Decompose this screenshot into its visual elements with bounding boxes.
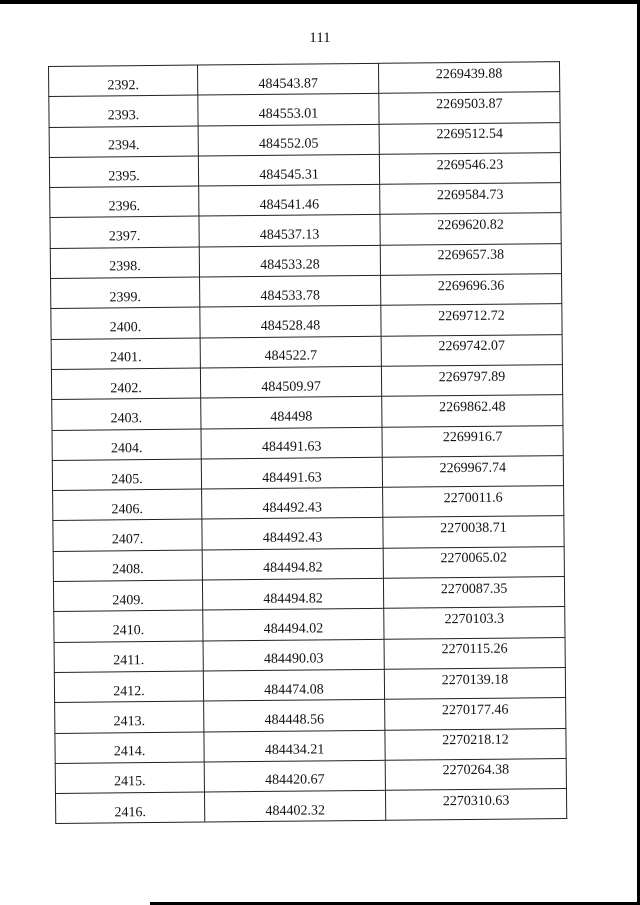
y-coordinate-text: 2269620.82: [437, 217, 504, 234]
x-coordinate-text: 484553.01: [258, 106, 319, 122]
y-coordinate-text: 2269512.54: [436, 126, 503, 143]
point-number-text: 2403.: [110, 411, 143, 427]
y-coordinate-text: 2270087.35: [440, 581, 508, 597]
x-coordinate-cell: [199, 245, 380, 277]
point-number-cell: [49, 65, 198, 97]
point-number-cell: [52, 398, 201, 430]
y-coordinate-cell: [384, 667, 565, 699]
point-number-text: 2414.: [113, 744, 146, 760]
x-coordinate-text: 484474.08: [264, 681, 324, 698]
point-number-text: 2398.: [109, 259, 141, 275]
point-number-cell: [53, 489, 202, 521]
point-number-text: 2404.: [110, 441, 143, 457]
y-coordinate-text: 2270103.3: [444, 611, 505, 628]
point-number-cell: [51, 277, 200, 309]
y-coordinate-text: 2269797.89: [438, 369, 506, 385]
point-number-cell: [50, 186, 199, 218]
point-number-text: 2400.: [109, 320, 142, 336]
point-number-text: 2401.: [109, 350, 142, 366]
x-coordinate-cell: [202, 518, 383, 550]
table-row: [53, 546, 564, 581]
coordinates-table-wrapper: [48, 61, 563, 824]
table-row: [50, 243, 561, 278]
point-number-text: 2410.: [112, 623, 145, 639]
point-number-text: 2411.: [113, 653, 145, 669]
x-coordinate-text: 484533.28: [260, 257, 320, 274]
table-row: [49, 122, 560, 157]
y-coordinate-text: 2270038.71: [440, 520, 507, 537]
y-coordinate-cell: [378, 62, 559, 94]
point-number-cell: [55, 792, 204, 824]
x-coordinate-text: 484522.7: [264, 348, 318, 365]
point-number-cell: [51, 368, 200, 400]
x-coordinate-cell: [200, 336, 381, 368]
point-number-cell: [49, 95, 198, 127]
y-coordinate-text: 2269503.87: [436, 96, 503, 113]
x-coordinate-text: 484434.21: [264, 742, 325, 759]
x-coordinate-cell: [204, 700, 385, 732]
x-coordinate-text: 484541.46: [259, 197, 320, 213]
y-coordinate-cell: [381, 304, 562, 336]
point-number-cell: [53, 519, 202, 551]
y-coordinate-cell: [380, 213, 561, 245]
table-row: [49, 152, 560, 187]
y-coordinate-text: 2269712.72: [438, 308, 505, 325]
y-coordinate-text: 2270139.18: [441, 672, 509, 688]
point-number-text: 2396.: [108, 198, 141, 215]
x-coordinate-text: 484552.05: [258, 136, 319, 153]
y-coordinate-cell: [383, 577, 564, 609]
x-coordinate-text: 484492.43: [262, 530, 323, 547]
y-coordinate-cell: [381, 365, 562, 397]
y-coordinate-text: 2269439.88: [435, 66, 503, 82]
y-coordinate-text: 2269657.38: [437, 248, 505, 264]
point-number-text: 2402.: [110, 380, 142, 397]
y-coordinate-cell: [383, 546, 564, 578]
x-coordinate-cell: [201, 427, 382, 459]
point-number-text: 2416.: [114, 804, 146, 821]
coordinates-table-body: [49, 62, 567, 824]
x-coordinate-cell: [201, 397, 382, 429]
x-coordinate-cell: [203, 639, 384, 671]
y-coordinate-cell: [380, 183, 561, 215]
y-coordinate-text: 2269696.36: [437, 278, 505, 294]
x-coordinate-cell: [204, 790, 385, 822]
y-coordinate-text: 2269916.7: [442, 429, 503, 446]
x-coordinate-text: 484420.67: [265, 772, 325, 789]
y-coordinate-cell: [380, 243, 561, 275]
table-row: [53, 486, 564, 521]
page-border-top: [0, 0, 640, 4]
table-row: [54, 637, 565, 672]
x-coordinate-text: 484533.78: [260, 288, 321, 304]
table-row: [50, 213, 561, 248]
y-coordinate-text: 2270310.63: [442, 793, 510, 810]
point-number-text: 2415.: [114, 774, 146, 790]
point-number-text: 2412.: [113, 683, 145, 699]
table-row: [52, 455, 563, 490]
x-coordinate-text: 484528.48: [260, 318, 321, 334]
point-number-cell: [52, 459, 201, 491]
y-coordinate-cell: [382, 455, 563, 487]
x-coordinate-text: 484491.63: [262, 469, 322, 486]
x-coordinate-cell: [198, 154, 379, 186]
y-coordinate-cell: [379, 122, 560, 154]
y-coordinate-cell: [385, 789, 566, 821]
y-coordinate-text: 2269967.74: [439, 460, 507, 476]
point-number-text: 2409.: [112, 592, 144, 609]
y-coordinate-cell: [384, 607, 565, 639]
point-number-cell: [49, 126, 198, 158]
y-coordinate-text: 2269546.23: [436, 157, 504, 173]
point-number-cell: [49, 156, 198, 188]
table-row: [51, 274, 562, 309]
point-number-cell: [50, 247, 199, 279]
table-row: [54, 667, 565, 702]
y-coordinate-text: 2270011.6: [443, 490, 503, 507]
point-number-cell: [55, 762, 204, 794]
x-coordinate-cell: [203, 609, 384, 641]
page-number: 111: [309, 30, 331, 46]
point-number-cell: [54, 641, 203, 673]
x-coordinate-cell: [199, 215, 380, 247]
x-coordinate-text: 484494.02: [263, 621, 324, 637]
table-row: [50, 183, 561, 218]
y-coordinate-text: 2270115.26: [441, 641, 508, 658]
x-coordinate-cell: [200, 306, 381, 338]
x-coordinate-cell: [204, 730, 385, 762]
x-coordinate-text: 484545.31: [259, 166, 319, 183]
point-number-text: 2392.: [107, 77, 140, 94]
table-row: [49, 92, 560, 127]
y-coordinate-cell: [379, 152, 560, 184]
x-coordinate-text: 484509.97: [261, 379, 321, 395]
y-coordinate-text: 2269742.07: [438, 338, 506, 355]
x-coordinate-text: 484491.63: [261, 439, 322, 456]
point-number-cell: [54, 610, 203, 642]
y-coordinate-text: 2270264.38: [442, 763, 510, 779]
x-coordinate-text: 484490.03: [263, 651, 324, 668]
y-coordinate-cell: [382, 395, 563, 427]
x-coordinate-text: 484537.13: [259, 227, 320, 244]
point-number-text: 2395.: [108, 168, 140, 184]
table-row: [49, 62, 560, 97]
point-number-cell: [52, 429, 201, 461]
y-coordinate-text: 2269862.48: [438, 399, 506, 416]
x-coordinate-text: 484402.32: [265, 803, 325, 819]
table-row: [55, 789, 566, 824]
x-coordinate-text: 484543.87: [258, 76, 319, 92]
point-number-text: 2413.: [113, 713, 146, 730]
y-coordinate-text: 2270218.12: [442, 732, 509, 749]
y-coordinate-cell: [384, 637, 565, 669]
point-number-text: 2408.: [112, 562, 144, 578]
point-number-text: 2394.: [107, 138, 140, 154]
y-coordinate-text: 2270065.02: [440, 551, 508, 567]
x-coordinate-cell: [204, 760, 385, 792]
point-number-cell: [50, 217, 199, 249]
table-row: [52, 425, 563, 460]
x-coordinate-cell: [200, 275, 381, 307]
point-number-text: 2393.: [107, 108, 140, 124]
x-coordinate-cell: [199, 185, 380, 217]
x-coordinate-cell: [200, 366, 381, 398]
y-coordinate-cell: [381, 334, 562, 366]
point-number-text: 2399.: [109, 289, 142, 306]
x-coordinate-text: 484448.56: [264, 712, 325, 728]
x-coordinate-cell: [198, 94, 379, 126]
y-coordinate-cell: [385, 758, 566, 790]
x-coordinate-cell: [202, 548, 383, 580]
point-number-cell: [55, 732, 204, 764]
x-coordinate-cell: [202, 487, 383, 519]
x-coordinate-cell: [198, 124, 379, 156]
x-coordinate-cell: [202, 578, 383, 610]
table-row: [55, 758, 566, 793]
x-coordinate-text: 484498: [270, 409, 313, 425]
table-row: [55, 728, 566, 763]
table-row: [52, 395, 563, 430]
x-coordinate-cell: [197, 63, 378, 95]
y-coordinate-text: 2269584.73: [436, 187, 504, 204]
point-number-cell: [51, 307, 200, 339]
y-coordinate-cell: [381, 274, 562, 306]
table-row: [53, 516, 564, 551]
table-row: [51, 334, 562, 369]
point-number-cell: [54, 671, 203, 703]
table-row: [53, 577, 564, 612]
y-coordinate-cell: [382, 425, 563, 457]
y-coordinate-cell: [379, 92, 560, 124]
point-number-text: 2397.: [108, 229, 141, 245]
table-row: [51, 365, 562, 400]
point-number-cell: [53, 550, 202, 582]
y-coordinate-cell: [385, 728, 566, 760]
point-number-text: 2407.: [111, 532, 144, 548]
x-coordinate-text: 484494.82: [263, 591, 323, 607]
point-number-text: 2406.: [111, 501, 144, 518]
y-coordinate-cell: [383, 486, 564, 518]
x-coordinate-cell: [201, 457, 382, 489]
point-number-text: 2405.: [111, 471, 143, 487]
x-coordinate-text: 484492.43: [262, 500, 323, 516]
x-coordinate-cell: [203, 669, 384, 701]
point-number-cell: [51, 338, 200, 370]
point-number-cell: [53, 580, 202, 612]
table-row: [55, 698, 566, 733]
table-row: [51, 304, 562, 339]
y-coordinate-cell: [385, 698, 566, 730]
y-coordinate-text: 2270177.46: [441, 702, 509, 719]
x-coordinate-text: 484494.82: [263, 560, 323, 577]
coordinates-table: [48, 61, 567, 824]
table-row: [54, 607, 565, 642]
y-coordinate-cell: [383, 516, 564, 548]
point-number-cell: [55, 701, 204, 733]
